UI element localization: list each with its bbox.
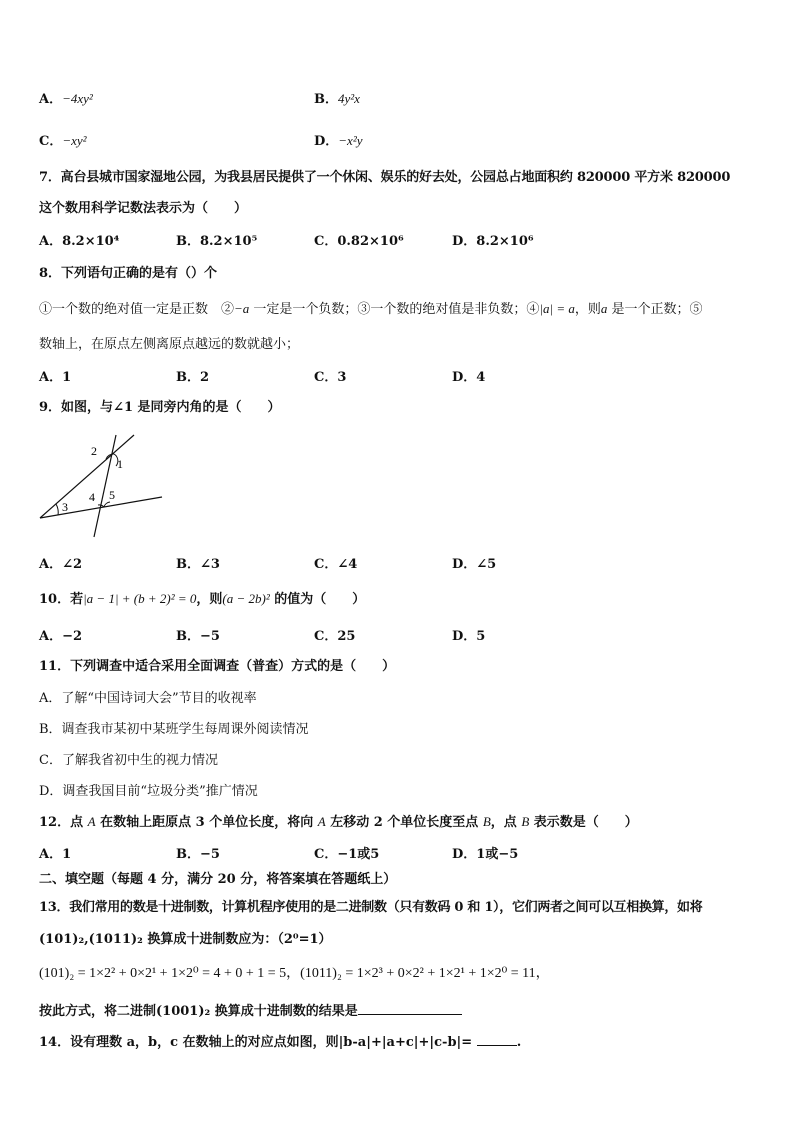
- q10-option-a: A．−2: [39, 629, 83, 644]
- q6-option-c-expr: −xy²: [62, 133, 87, 148]
- transversal-line-upper: [40, 435, 134, 518]
- q12-stem: 12．点 A 在数轴上距原点 3 个单位长度，将向 A 左移动 2 个单位长度至点 B，点 B 表示数是（ ）: [39, 814, 638, 830]
- q6-option-a: A．−4xy²: [39, 91, 93, 107]
- cutting-line: [94, 435, 116, 537]
- q13-stem-line4: 按此方式，将二进制(1001)₂ 换算成十进制数的结果是: [39, 1000, 462, 1019]
- q9-figure: [30, 425, 170, 545]
- q8-option-b: B．2: [176, 370, 210, 385]
- q12-option-b: B．−5: [176, 847, 220, 862]
- q8-option-c: C．3: [314, 370, 347, 385]
- q8-option-a: A．1: [39, 370, 72, 385]
- q14-answer-blank[interactable]: [477, 1033, 517, 1046]
- q9-stem: 9．如图，与∠1 是同旁内角的是（ ）: [39, 400, 281, 415]
- q6-option-d-expr: −x²y: [338, 133, 363, 148]
- q11-option-a: A．了解“中国诗词大会”节目的收视率: [39, 691, 257, 706]
- q14-stem: 14．设有理数 a，b，c 在数轴上的对应点如图，则|b-a|+|a+c|+|c-b|= .: [39, 1035, 522, 1050]
- angle-label-3: 3: [62, 500, 68, 514]
- q6-option-a-expr: −4xy²: [62, 91, 93, 106]
- q9-option-b: B．∠3: [176, 557, 220, 572]
- q13-stem-line1: 13．我们常用的数是十进制数，计算机程序使用的是二进制数（只有数码 0 和 1），它们两者之间可以互相换算，如将: [39, 900, 703, 915]
- q6-option-b-expr: 4y²x: [338, 91, 360, 106]
- angle-label-5: 5: [109, 488, 115, 502]
- q9-option-d: D．∠5: [452, 557, 497, 572]
- q7-stem-line1: 7．高台县城市国家湿地公园，为我县居民提供了一个休闲、娱乐的好去处，公园总占地面积约 820000 平方米 820000: [39, 170, 731, 185]
- q10-expression: (a − 2b)²: [222, 591, 270, 606]
- q10-condition: |a − 1| + (b + 2)² = 0: [83, 591, 197, 606]
- q6-option-c: C．−xy²: [39, 133, 87, 149]
- q10-option-c: C．25: [314, 629, 356, 644]
- q7-option-c: C．0.82×10⁶: [314, 234, 404, 249]
- angle-label-2: 2: [91, 444, 97, 458]
- q11-stem: 11．下列调查中适合采用全面调查（普查）方式的是（ ）: [39, 659, 396, 674]
- q7-option-a: A．8.2×10⁴: [39, 234, 120, 249]
- q7-option-d: D．8.2×10⁶: [452, 234, 534, 249]
- q8-stem: 8．下列语句正确的是有（）个: [39, 266, 218, 281]
- q9-option-c: C．∠4: [314, 557, 358, 572]
- q8-statements-line2: 数轴上，在原点左侧离原点越远的数就越小；: [39, 337, 300, 352]
- q13-answer-blank[interactable]: [358, 1002, 462, 1015]
- q13-formula: (101)₂ = 1×2² + 0×2¹ + 1×2⁰ = 4 + 0 + 1 = 5，(1011)₂ = 1×2³ + 0×2² + 1×2¹ + 1×2⁰ = 11，: [39, 966, 550, 981]
- q11-option-c: C．了解我省初中生的视力情况: [39, 753, 218, 768]
- angle-label-1: 1: [117, 457, 123, 471]
- q7-stem-line2: 这个数用科学记数法表示为（ ）: [39, 201, 248, 216]
- q10-option-b: B．−5: [176, 629, 220, 644]
- q11-option-d: D．调查我国目前“垃圾分类”推广情况: [39, 784, 258, 799]
- q8-option-d: D．4: [452, 370, 486, 385]
- q6-option-b: B．4y²x: [314, 91, 360, 107]
- q10-stem: 10．若|a − 1| + (b + 2)² = 0，则(a − 2b)² 的值为（ ）: [39, 591, 366, 607]
- q9-option-a: A．∠2: [39, 557, 83, 572]
- arc-angle-3: [56, 504, 58, 515]
- q12-option-d: D．1或−5: [452, 847, 519, 862]
- q8-statements-line1: ①一个数的绝对值一定是正数 ②−a 一定是一个负数；③一个数的绝对值是非负数；④|a| = a，则a 是一个正数；⑤: [39, 301, 703, 317]
- q10-option-d: D．5: [452, 629, 486, 644]
- section-heading-fill-in: 二、填空题（每题 4 分，满分 20 分，将答案填在答题纸上）: [39, 872, 397, 887]
- angle-label-4: 4: [89, 490, 95, 504]
- q7-option-b: B．8.2×10⁵: [176, 234, 258, 249]
- q12-option-a: A．1: [39, 847, 72, 862]
- q6-option-d: D．−x²y: [314, 133, 363, 149]
- q12-option-c: C．−1或5: [314, 847, 380, 862]
- q13-stem-line2: (101)₂,(1011)₂ 换算成十进制数应为：（2⁰=1）: [39, 932, 332, 947]
- q11-option-b: B．调查我市某初中某班学生每周课外阅读情况: [39, 722, 309, 737]
